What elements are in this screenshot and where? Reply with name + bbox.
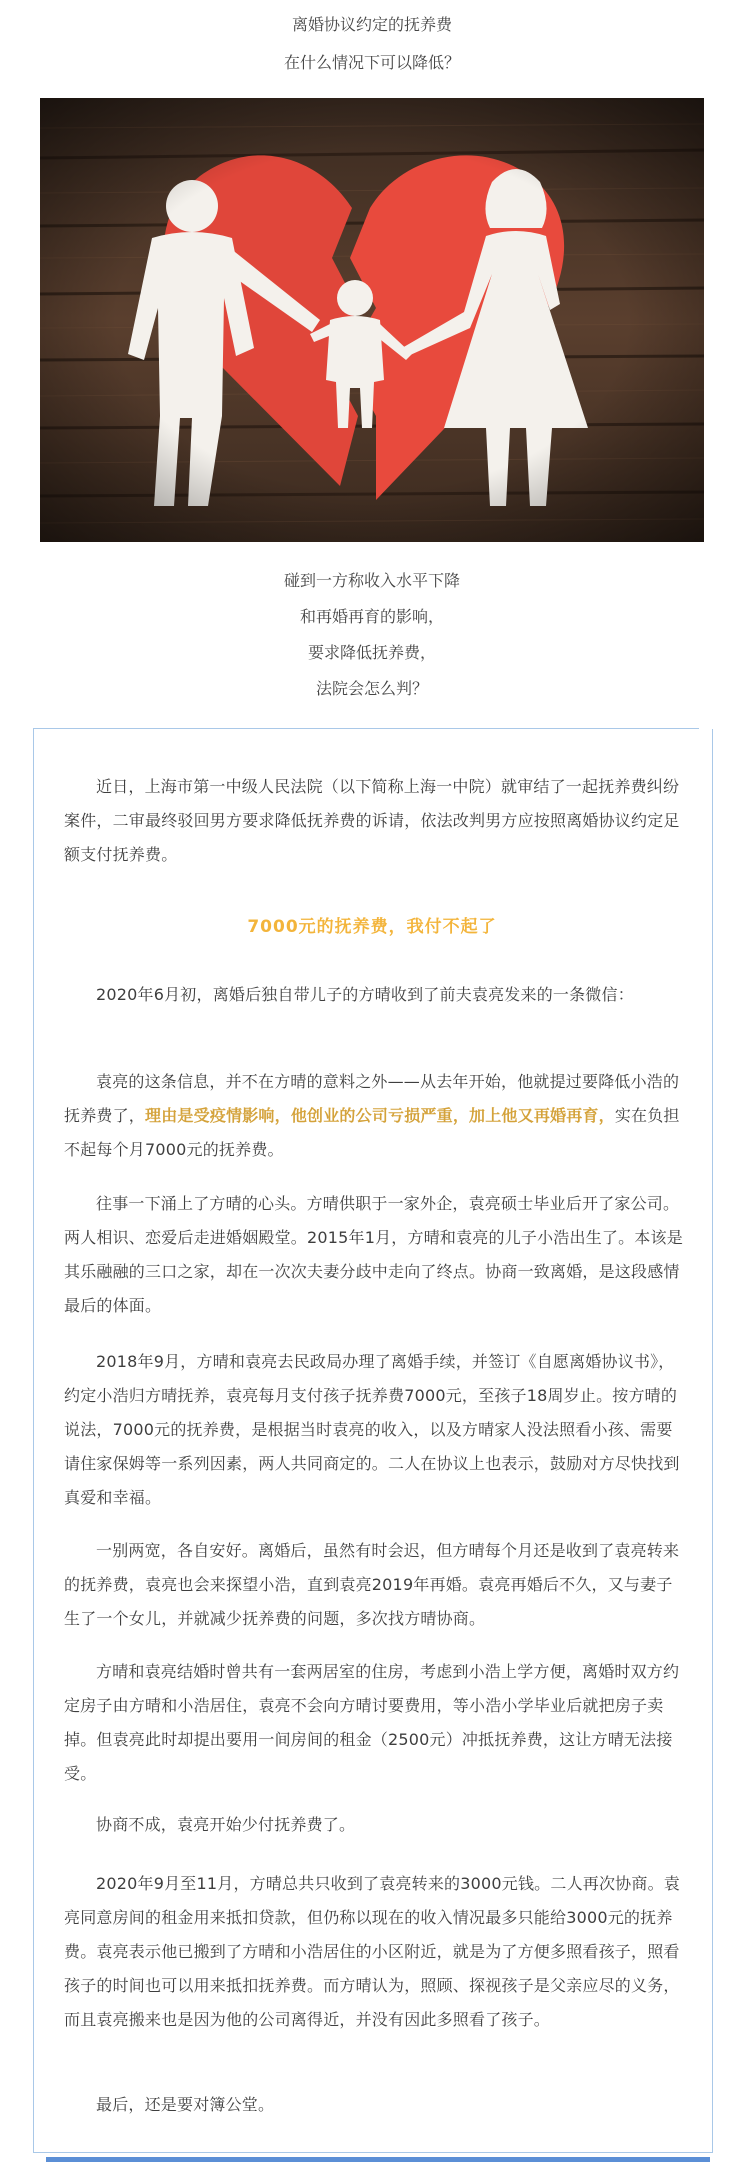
lead-line-2: 和再婚再育的影响， xyxy=(299,607,444,626)
lead-line-3: 要求降低抚养费， xyxy=(307,643,436,662)
hero-image xyxy=(40,98,704,542)
paragraph-3-text-a: 袁亮的这条信息，并不在方晴的意料之外——从去年开始，他就提过要降低小浩的抚养费了， xyxy=(64,1072,680,1125)
paragraph-2: 2020年6月初，离婚后独自带儿子的方晴收到了前夫袁亮发来的一条微信： xyxy=(96,985,634,1004)
paragraph-5: 2018年9月，方晴和袁亮去民政局办理了离婚手续，并签订《自愿离婚协议书》，约定小浩归方晴抚养，袁亮每月支付孩子抚养费7000元，至孩子18周岁止。按方晴的说法，7000元的抚养费，是根据当时袁亮的收入，以及方晴家人没法照看小孩、需要请住家保姆等一系列因素，两人共同商定的。二人在协议上也表示，鼓励对方尽快找到真爱和幸福。 xyxy=(64,1352,680,1507)
paragraph-3 xyxy=(64,1065,684,1167)
paragraph-9: 2020年9月至11月，方晴总共只收到了袁亮转来的3000元钱。二人再次协商。袁亮同意房间的租金用来抵扣贷款，但仍称以现在的收入情况最多只能给3000元的抚养费。袁亮表示他已搬到了方晴和小浩居住的小区附近，就是为了方便多照看孩子，照看孩子的时间也可以用来抵扣抚养费。而方晴认为，照顾、探视孩子是父亲应尽的义务，而且袁亮搬来也是因为他的公司离得近，并没有因此多照看了孩子。 xyxy=(64,1874,680,2029)
paragraph-8: 协商不成，袁亮开始少付抚养费了。 xyxy=(96,1815,356,1834)
paragraph-7: 方晴和袁亮结婚时曾共有一套两居室的住房，考虑到小浩上学方便，离婚时双方约定房子由方晴和小浩居住，袁亮不会向方晴讨要费用，等小浩小学毕业后就把房子卖掉。但袁亮此时却提出要用一间房间的租金（2500元）冲抵抚养费，这让方晴无法接受。 xyxy=(64,1662,680,1783)
lead-line-1: 碰到一方称收入水平下降 xyxy=(283,571,460,590)
paragraph-1: 近日，上海市第一中级人民法院（以下简称上海一中院）就审结了一起抚养费纠纷案件，二审最终驳回男方要求降低抚养费的诉请，依法改判男方应按照离婚协议约定足额支付抚养费。 xyxy=(64,777,680,864)
paragraph-4: 往事一下涌上了方晴的心头。方晴供职于一家外企，袁亮硕士毕业后开了家公司。两人相识、恋爱后走进婚姻殿堂。2015年1月，方晴和袁亮的儿子小浩出生了。本该是其乐融融的三口之家，却在一次次夫妻分歧中走向了终点。协商一致离婚，是这段感情最后的体面。 xyxy=(64,1194,683,1315)
bottom-divider xyxy=(46,2157,710,2162)
lead-line-4: 法院会怎么判？ xyxy=(315,679,428,698)
paragraph-10: 最后，还是要对簿公堂。 xyxy=(96,2095,275,2114)
title-line-1: 离婚协议约定的抚养费 xyxy=(291,15,452,34)
title-line-2: 在什么情况下可以降低？ xyxy=(283,53,460,72)
paragraph-3-text-b: 实在负担不起每个月7000元的抚养费。 xyxy=(64,1106,680,1159)
paragraph-6: 一别两宽，各自安好。离婚后，虽然有时会迟，但方晴每个月还是收到了袁亮转来的抚养费，袁亮也会来探望小浩，直到袁亮2019年再婚。袁亮再婚后不久，又与妻子生了一个女儿，并就减少抚养费的问题，多次找方晴协商。 xyxy=(64,1541,680,1628)
paragraph-3-highlight: 理由是受疫情影响，他创业的公司亏损严重，加上他又再婚再育， xyxy=(145,1106,615,1125)
section-subtitle: 7000元的抚养费，我付不起了 xyxy=(247,917,497,937)
